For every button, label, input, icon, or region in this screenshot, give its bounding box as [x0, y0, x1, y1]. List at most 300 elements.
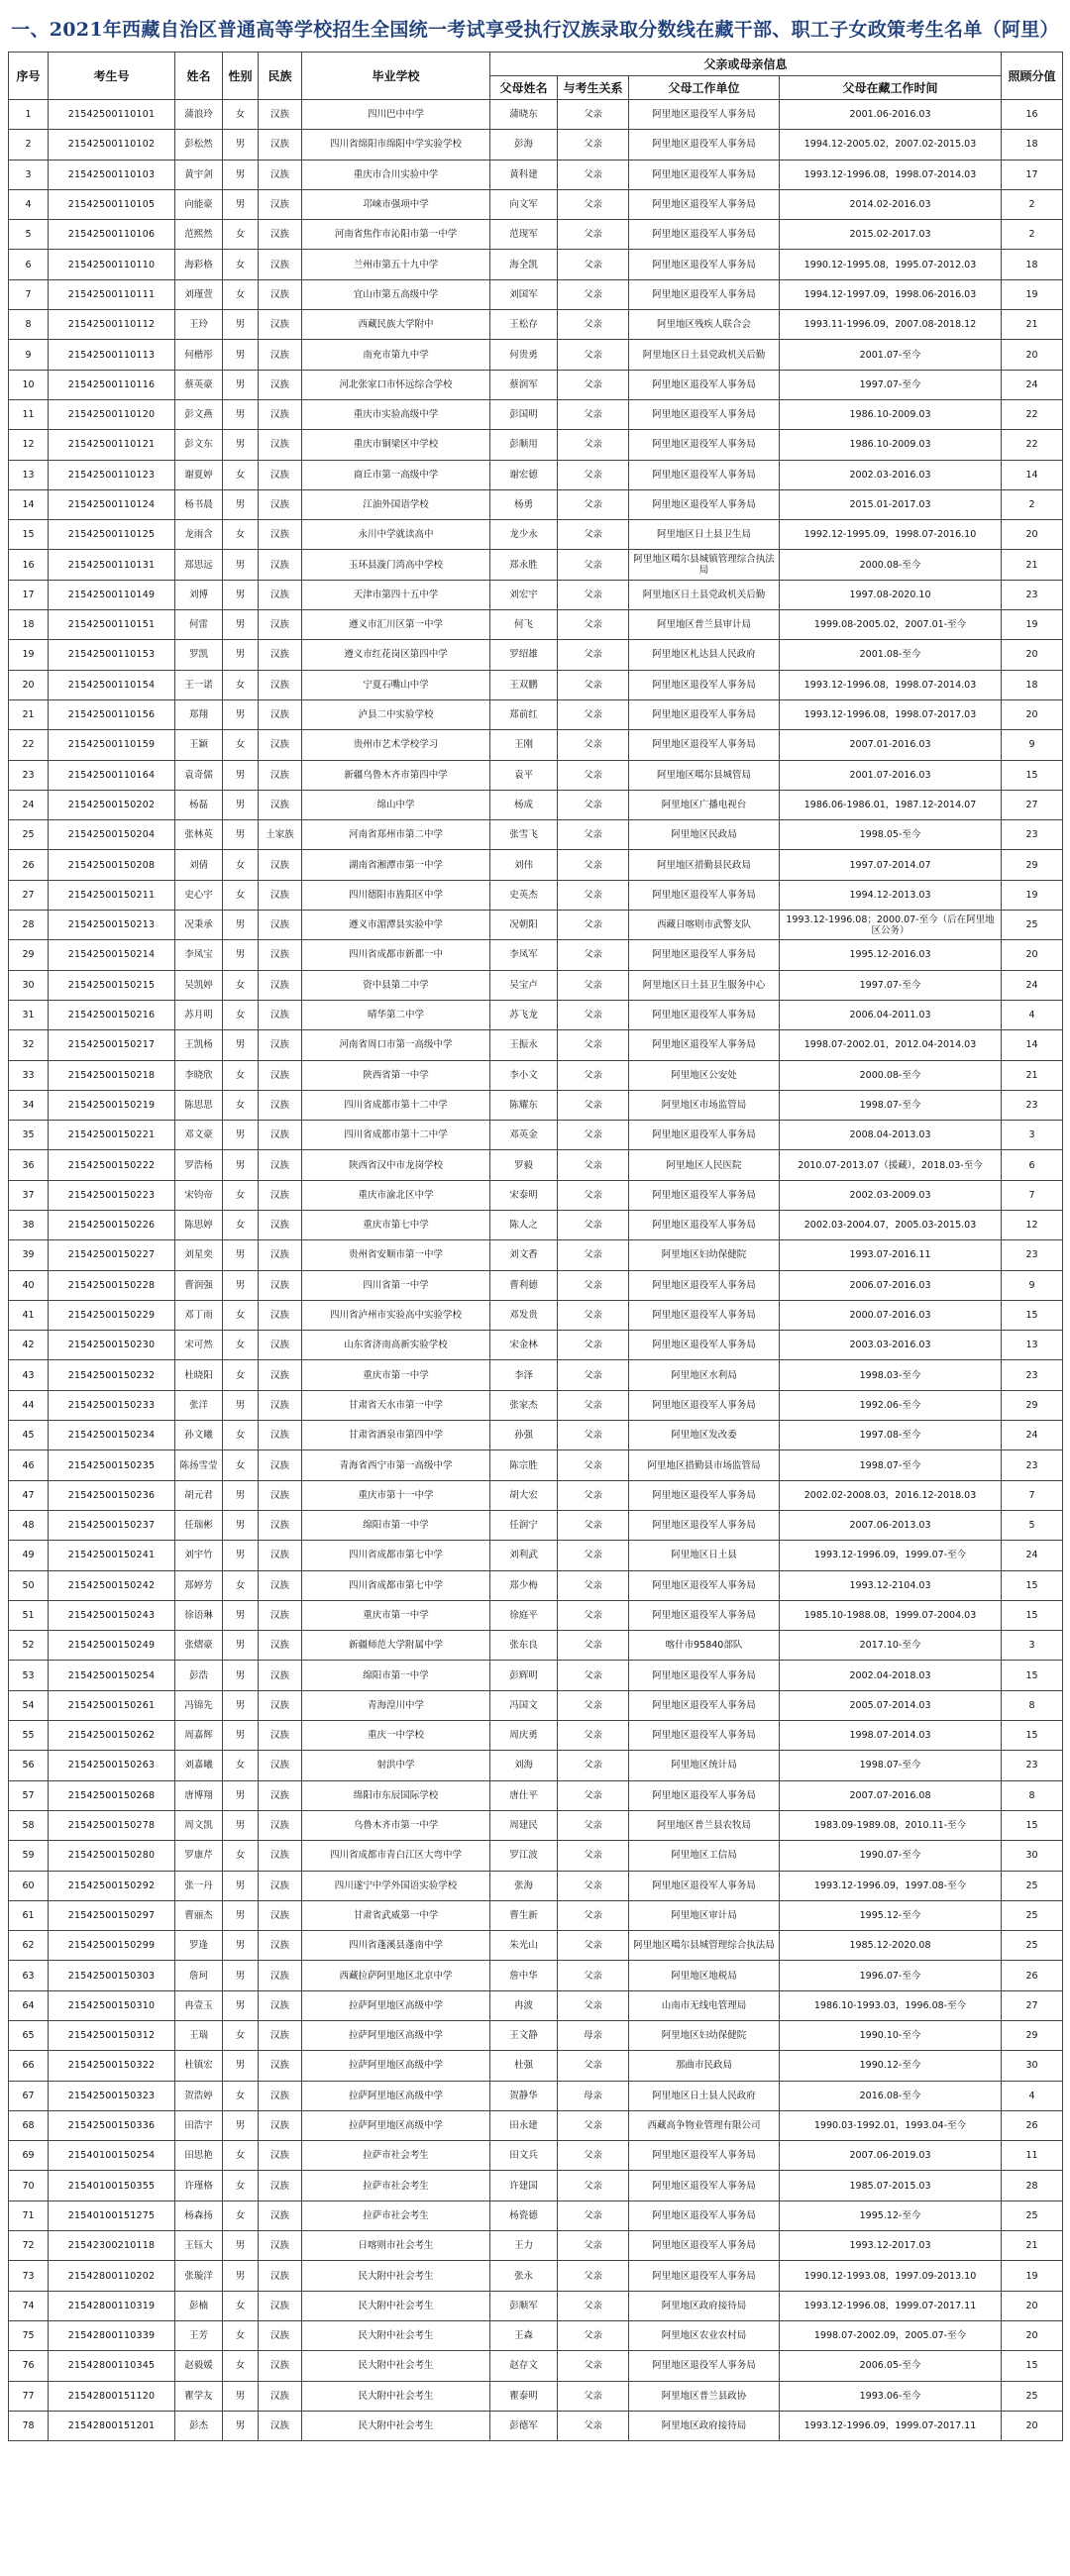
- cell-ethnicity: 汉族: [259, 1810, 302, 1840]
- cell-relation: 父亲: [558, 130, 629, 160]
- cell-score: 19: [1002, 279, 1063, 309]
- cell-score: 26: [1002, 2110, 1063, 2140]
- cell-parent-name: 苏飞龙: [490, 1000, 558, 1029]
- cell-exam-no: 21542500110101: [49, 100, 175, 130]
- cell-score: 11: [1002, 2141, 1063, 2171]
- cell-parent-name: 张雪飞: [490, 820, 558, 850]
- cell-exam-no: 21542500110110: [49, 250, 175, 279]
- table-row: [9, 730, 1063, 760]
- cell-work-unit: 阿里地区统计局: [629, 1751, 780, 1780]
- cell-work-time: 1998.05-至今: [780, 820, 1002, 850]
- cell-gender: 女: [223, 2200, 259, 2230]
- cell-seq: 56: [9, 1751, 49, 1780]
- cell-ethnicity: 汉族: [259, 670, 302, 699]
- cell-name: 谢夏婷: [175, 460, 223, 489]
- header-name: 姓名: [175, 53, 223, 100]
- cell-seq: 53: [9, 1661, 49, 1690]
- cell-ethnicity: 汉族: [259, 2291, 302, 2320]
- cell-relation: 父亲: [558, 1810, 629, 1840]
- cell-exam-no: 21542500150249: [49, 1631, 175, 1661]
- cell-name: 何楷彤: [175, 340, 223, 370]
- cell-exam-no: 21542500150228: [49, 1270, 175, 1300]
- cell-school: 四川省成都市第十二中学: [302, 1090, 490, 1120]
- cell-work-unit: 阿里地区日土县卫生服务中心: [629, 970, 780, 1000]
- cell-name: 彭楠: [175, 2291, 223, 2320]
- cell-gender: 男: [223, 940, 259, 970]
- cell-parent-name: 杜强: [490, 2051, 558, 2081]
- cell-work-unit: 阿里地区工信局: [629, 1841, 780, 1871]
- cell-work-time: 2002.03-2004.07，2005.03-2015.03: [780, 1210, 1002, 1239]
- cell-name: 詹珂: [175, 1961, 223, 1990]
- cell-ethnicity: 汉族: [259, 2351, 302, 2381]
- cell-parent-name: 罗毅: [490, 1150, 558, 1180]
- cell-relation: 父亲: [558, 1000, 629, 1029]
- cell-relation: 父亲: [558, 1841, 629, 1871]
- cell-work-unit: 阿里地区人民医院: [629, 1150, 780, 1180]
- cell-work-time: 1985.12-2020.08: [780, 1931, 1002, 1961]
- cell-ethnicity: 汉族: [259, 2411, 302, 2440]
- cell-name: 杜镇宏: [175, 2051, 223, 2081]
- cell-relation: 父亲: [558, 580, 629, 609]
- cell-school: 日喀则市社会考生: [302, 2231, 490, 2261]
- cell-gender: 女: [223, 1360, 259, 1390]
- cell-score: 21: [1002, 310, 1063, 340]
- cell-score: 25: [1002, 1931, 1063, 1961]
- cell-relation: 父亲: [558, 2231, 629, 2261]
- table-row: [9, 2110, 1063, 2140]
- cell-school: 甘肃省酒泉市第四中学: [302, 1421, 490, 1450]
- cell-work-time: 2001.06-2016.03: [780, 100, 1002, 130]
- cell-relation: 父亲: [558, 1060, 629, 1090]
- cell-work-time: 1993.12-2017.03: [780, 2231, 1002, 2261]
- table-row: [9, 820, 1063, 850]
- table-row: [9, 550, 1063, 580]
- cell-score: 22: [1002, 430, 1063, 460]
- cell-work-unit: 阿里地区退役军人事务局: [629, 160, 780, 189]
- table-row: [9, 1360, 1063, 1390]
- cell-parent-name: 赵存文: [490, 2351, 558, 2381]
- cell-score: 2: [1002, 489, 1063, 519]
- cell-school: 贵州省安顺市第一中学: [302, 1240, 490, 1270]
- cell-score: 18: [1002, 250, 1063, 279]
- cell-name: 曹丽杰: [175, 1900, 223, 1930]
- cell-relation: 父亲: [558, 1751, 629, 1780]
- cell-work-time: 1998.07-2002.01，2012.04-2014.03: [780, 1030, 1002, 1060]
- cell-gender: 男: [223, 1631, 259, 1661]
- cell-gender: 女: [223, 2021, 259, 2051]
- cell-ethnicity: 汉族: [259, 1931, 302, 1961]
- cell-seq: 78: [9, 2411, 49, 2440]
- cell-work-time: 1994.12-2005.02，2007.02-2015.03: [780, 130, 1002, 160]
- cell-ethnicity: 汉族: [259, 1990, 302, 2020]
- cell-ethnicity: 汉族: [259, 2320, 302, 2350]
- cell-score: 23: [1002, 580, 1063, 609]
- cell-ethnicity: 汉族: [259, 911, 302, 940]
- cell-school: 山东省济南高新实验学校: [302, 1331, 490, 1360]
- table-row: [9, 2051, 1063, 2081]
- cell-parent-name: 杨勇: [490, 489, 558, 519]
- cell-work-unit: 阿里地区退役军人事务局: [629, 730, 780, 760]
- cell-score: 27: [1002, 790, 1063, 819]
- cell-seq: 40: [9, 1270, 49, 1300]
- cell-parent-name: 王森: [490, 2320, 558, 2350]
- cell-name: 李晓欣: [175, 1060, 223, 1090]
- cell-score: 23: [1002, 820, 1063, 850]
- cell-school: 商丘市第一高级中学: [302, 460, 490, 489]
- cell-relation: 父亲: [558, 2351, 629, 2381]
- cell-work-time: 1993.12-1996.08；2000.07-至今（后在阿里地区公务）: [780, 911, 1002, 940]
- cell-work-unit: 阿里地区退役军人事务局: [629, 1690, 780, 1720]
- cell-parent-name: 刘文香: [490, 1240, 558, 1270]
- cell-gender: 男: [223, 370, 259, 399]
- cell-ethnicity: 汉族: [259, 489, 302, 519]
- cell-ethnicity: 汉族: [259, 1780, 302, 1810]
- cell-school: 民大附中社会考生: [302, 2261, 490, 2291]
- cell-parent-name: 王文静: [490, 2021, 558, 2051]
- cell-name: 李凤宝: [175, 940, 223, 970]
- cell-work-time: 1986.06-1986.01，1987.12-2014.07: [780, 790, 1002, 819]
- table-row: [9, 279, 1063, 309]
- cell-name: 范熙然: [175, 220, 223, 250]
- cell-work-time: 2016.08-至今: [780, 2081, 1002, 2110]
- cell-ethnicity: 汉族: [259, 610, 302, 640]
- cell-gender: 女: [223, 1210, 259, 1239]
- cell-score: 26: [1002, 1961, 1063, 1990]
- cell-seq: 49: [9, 1541, 49, 1570]
- cell-seq: 44: [9, 1390, 49, 1420]
- cell-seq: 13: [9, 460, 49, 489]
- cell-exam-no: 21542500150263: [49, 1751, 175, 1780]
- cell-school: 贵州市艺术学校学习: [302, 730, 490, 760]
- cell-parent-name: 罗绍雄: [490, 640, 558, 670]
- cell-parent-name: 刘宏宇: [490, 580, 558, 609]
- cell-parent-name: 杨瓷德: [490, 2200, 558, 2230]
- cell-work-time: 1998.03-至今: [780, 1360, 1002, 1390]
- table-row: [9, 850, 1063, 880]
- cell-work-time: 2007.06-2019.03: [780, 2141, 1002, 2171]
- cell-relation: 父亲: [558, 850, 629, 880]
- cell-exam-no: 21542500150292: [49, 1871, 175, 1900]
- cell-exam-no: 21542500150280: [49, 1841, 175, 1871]
- cell-work-time: 1997.08-至今: [780, 1421, 1002, 1450]
- cell-relation: 父亲: [558, 820, 629, 850]
- cell-exam-no: 21542500150202: [49, 790, 175, 819]
- cell-ethnicity: 汉族: [259, 699, 302, 729]
- cell-gender: 女: [223, 520, 259, 550]
- cell-school: 绵阳市第一中学: [302, 1661, 490, 1690]
- cell-school: 新疆乌鲁木齐市第四中学: [302, 760, 490, 790]
- cell-parent-name: 孙强: [490, 1421, 558, 1450]
- table-row: [9, 640, 1063, 670]
- cell-work-time: 2000.08-至今: [780, 550, 1002, 580]
- cell-name: 周嘉辉: [175, 1721, 223, 1751]
- cell-gender: 女: [223, 970, 259, 1000]
- cell-ethnicity: 汉族: [259, 1360, 302, 1390]
- cell-exam-no: 21542500150229: [49, 1300, 175, 1330]
- cell-relation: 父亲: [558, 1331, 629, 1360]
- cell-exam-no: 21542500110116: [49, 370, 175, 399]
- cell-ethnicity: 汉族: [259, 430, 302, 460]
- cell-gender: 男: [223, 310, 259, 340]
- cell-parent-name: 况朝阳: [490, 911, 558, 940]
- cell-seq: 72: [9, 2231, 49, 2261]
- cell-score: 3: [1002, 1631, 1063, 1661]
- cell-gender: 女: [223, 730, 259, 760]
- cell-seq: 39: [9, 1240, 49, 1270]
- cell-gender: 男: [223, 2411, 259, 2440]
- cell-seq: 25: [9, 820, 49, 850]
- cell-score: 9: [1002, 1270, 1063, 1300]
- cell-parent-name: 宋泰明: [490, 1180, 558, 1210]
- cell-relation: 父亲: [558, 370, 629, 399]
- cell-relation: 父亲: [558, 760, 629, 790]
- cell-school: 四川省泸州市实验高中实验学校: [302, 1300, 490, 1330]
- cell-parent-name: 彭顺军: [490, 2291, 558, 2320]
- cell-relation: 父亲: [558, 550, 629, 580]
- cell-ethnicity: 汉族: [259, 1121, 302, 1150]
- header-parent-group: 父亲或母亲信息: [490, 53, 1002, 76]
- cell-exam-no: 21542500150232: [49, 1360, 175, 1390]
- cell-score: 23: [1002, 1090, 1063, 1120]
- header-work-unit: 父母工作单位: [629, 76, 780, 100]
- cell-gender: 女: [223, 100, 259, 130]
- cell-work-time: 2006.04-2011.03: [780, 1000, 1002, 1029]
- cell-parent-name: 张家杰: [490, 1390, 558, 1420]
- cell-work-unit: 阿里地区发改委: [629, 1421, 780, 1450]
- cell-parent-name: 刘利武: [490, 1541, 558, 1570]
- cell-exam-no: 21542500150268: [49, 1780, 175, 1810]
- cell-parent-name: 郑少梅: [490, 1570, 558, 1600]
- cell-name: 王芳: [175, 2320, 223, 2350]
- cell-school: 民大附中社会考生: [302, 2411, 490, 2440]
- cell-relation: 父亲: [558, 1300, 629, 1330]
- cell-seq: 69: [9, 2141, 49, 2171]
- cell-name: 刘倩: [175, 850, 223, 880]
- document-title: 一、2021年西藏自治区普通高等学校招生全国统一考试享受执行汉族录取分数线在藏干部、职工子女政策考生名单（阿里）: [11, 19, 1059, 41]
- cell-work-unit: 阿里地区退役军人事务局: [629, 1300, 780, 1330]
- cell-score: 20: [1002, 2411, 1063, 2440]
- table-row: [9, 220, 1063, 250]
- cell-name: 彭松然: [175, 130, 223, 160]
- cell-name: 王钰大: [175, 2231, 223, 2261]
- cell-ethnicity: 汉族: [259, 790, 302, 819]
- cell-school: 陕西省第一中学: [302, 1060, 490, 1090]
- cell-school: 河南省郑州市第二中学: [302, 820, 490, 850]
- cell-relation: 母亲: [558, 2021, 629, 2051]
- cell-work-time: 1996.07-至今: [780, 1961, 1002, 1990]
- cell-exam-no: 21542500110113: [49, 340, 175, 370]
- cell-score: 29: [1002, 2021, 1063, 2051]
- table-row: [9, 699, 1063, 729]
- cell-ethnicity: 汉族: [259, 2381, 302, 2411]
- cell-exam-no: 21542500110111: [49, 279, 175, 309]
- cell-relation: 父亲: [558, 489, 629, 519]
- cell-relation: 父亲: [558, 2171, 629, 2200]
- cell-gender: 男: [223, 1600, 259, 1630]
- cell-ethnicity: 汉族: [259, 1390, 302, 1420]
- cell-ethnicity: 汉族: [259, 1450, 302, 1480]
- cell-parent-name: 刘国军: [490, 279, 558, 309]
- cell-score: 4: [1002, 1000, 1063, 1029]
- cell-work-time: 1985.10-1988.08，1999.07-2004.03: [780, 1600, 1002, 1630]
- cell-work-time: 1985.07-2015.03: [780, 2171, 1002, 2200]
- cell-name: 周文凯: [175, 1810, 223, 1840]
- cell-parent-name: 李泽: [490, 1360, 558, 1390]
- cell-work-unit: 阿里地区退役军人事务局: [629, 1331, 780, 1360]
- cell-work-unit: 阿里地区退役军人事务局: [629, 1030, 780, 1060]
- cell-exam-no: 21542500150222: [49, 1150, 175, 1180]
- cell-exam-no: 21542500150262: [49, 1721, 175, 1751]
- cell-exam-no: 21542500150234: [49, 1421, 175, 1450]
- cell-work-unit: 阿里地区退役军人事务局: [629, 489, 780, 519]
- cell-gender: 男: [223, 640, 259, 670]
- table-row: [9, 970, 1063, 1000]
- cell-score: 15: [1002, 1810, 1063, 1840]
- cell-gender: 男: [223, 2231, 259, 2261]
- cell-school: 永川中学就读高中: [302, 520, 490, 550]
- cell-relation: 父亲: [558, 2051, 629, 2081]
- cell-relation: 父亲: [558, 1390, 629, 1420]
- cell-work-unit: 阿里地区退役军人事务局: [629, 399, 780, 429]
- cell-name: 郑翔: [175, 699, 223, 729]
- cell-work-time: 2010.07-2013.07（援藏），2018.03-至今: [780, 1150, 1002, 1180]
- table-row: [9, 2381, 1063, 2411]
- cell-score: 14: [1002, 460, 1063, 489]
- cell-gender: 男: [223, 2051, 259, 2081]
- cell-school: 重庆市第一中学: [302, 1360, 490, 1390]
- cell-ethnicity: 汉族: [259, 1600, 302, 1630]
- cell-exam-no: 21542500110123: [49, 460, 175, 489]
- cell-work-unit: 阿里地区审计局: [629, 1900, 780, 1930]
- cell-score: 21: [1002, 550, 1063, 580]
- cell-parent-name: 宋金林: [490, 1331, 558, 1360]
- cell-parent-name: 周庆勇: [490, 1721, 558, 1751]
- cell-work-time: 2000.07-2016.03: [780, 1300, 1002, 1330]
- cell-seq: 41: [9, 1300, 49, 1330]
- cell-ethnicity: 汉族: [259, 580, 302, 609]
- cell-parent-name: 蔡润军: [490, 370, 558, 399]
- cell-gender: 女: [223, 2320, 259, 2350]
- table-row: [9, 2200, 1063, 2230]
- cell-school: 民大附中社会考生: [302, 2291, 490, 2320]
- cell-ethnicity: 汉族: [259, 160, 302, 189]
- cell-gender: 女: [223, 1180, 259, 1210]
- cell-ethnicity: 汉族: [259, 2261, 302, 2291]
- cell-school: 拉萨阿里地区高级中学: [302, 2051, 490, 2081]
- cell-score: 5: [1002, 1510, 1063, 1540]
- cell-seq: 24: [9, 790, 49, 819]
- cell-work-time: 2015.01-2017.03: [780, 489, 1002, 519]
- cell-parent-name: 范现军: [490, 220, 558, 250]
- cell-work-time: 1997.08-2020.10: [780, 580, 1002, 609]
- table-row: [9, 2081, 1063, 2110]
- cell-name: 徐语琳: [175, 1600, 223, 1630]
- cell-score: 15: [1002, 760, 1063, 790]
- cell-school: 湖南省湘潭市第一中学: [302, 850, 490, 880]
- cell-seq: 58: [9, 1810, 49, 1840]
- cell-school: 四川省成都市新都一中: [302, 940, 490, 970]
- cell-gender: 女: [223, 460, 259, 489]
- cell-parent-name: 史英杰: [490, 880, 558, 910]
- cell-name: 冉壹玉: [175, 1990, 223, 2020]
- cell-exam-no: 21542500110120: [49, 399, 175, 429]
- cell-relation: 父亲: [558, 1900, 629, 1930]
- cell-score: 25: [1002, 2200, 1063, 2230]
- cell-school: 河北张家口市怀远综合学校: [302, 370, 490, 399]
- cell-work-unit: 阿里地区退役军人事务局: [629, 189, 780, 219]
- cell-ethnicity: 汉族: [259, 2141, 302, 2171]
- cell-school: 民大附中社会考生: [302, 2381, 490, 2411]
- cell-name: 海彩格: [175, 250, 223, 279]
- cell-seq: 42: [9, 1331, 49, 1360]
- cell-school: 四川省蓬溪县蓬南中学: [302, 1931, 490, 1961]
- cell-score: 15: [1002, 1570, 1063, 1600]
- cell-school: 四川巴中中学: [302, 100, 490, 130]
- cell-ethnicity: 汉族: [259, 1721, 302, 1751]
- cell-school: 民大附中社会考生: [302, 2320, 490, 2350]
- cell-seq: 30: [9, 970, 49, 1000]
- cell-seq: 64: [9, 1990, 49, 2020]
- table-row: [9, 2411, 1063, 2440]
- cell-exam-no: 21542500150299: [49, 1931, 175, 1961]
- cell-seq: 20: [9, 670, 49, 699]
- cell-gender: 女: [223, 1000, 259, 1029]
- cell-ethnicity: 汉族: [259, 1331, 302, 1360]
- cell-work-unit: 喀什市95840部队: [629, 1631, 780, 1661]
- cell-gender: 男: [223, 430, 259, 460]
- cell-score: 18: [1002, 670, 1063, 699]
- cell-seq: 65: [9, 2021, 49, 2051]
- cell-seq: 2: [9, 130, 49, 160]
- cell-work-unit: 阿里地区日土县党政机关后勤: [629, 580, 780, 609]
- cell-school: 青海湟川中学: [302, 1690, 490, 1720]
- cell-relation: 父亲: [558, 2411, 629, 2440]
- table-row: [9, 2320, 1063, 2350]
- table-row: [9, 1060, 1063, 1090]
- cell-school: 绵阳市第一中学: [302, 1510, 490, 1540]
- cell-parent-name: 刘海: [490, 1751, 558, 1780]
- cell-exam-no: 21542300210118: [49, 2231, 175, 2261]
- cell-school: 西藏民族大学附中: [302, 310, 490, 340]
- cell-work-time: 1990.07-至今: [780, 1841, 1002, 1871]
- cell-exam-no: 21542500150218: [49, 1060, 175, 1090]
- cell-seq: 45: [9, 1421, 49, 1450]
- header-seq: 序号: [9, 53, 49, 100]
- cell-work-time: 2015.02-2017.03: [780, 220, 1002, 250]
- cell-parent-name: 张永: [490, 2261, 558, 2291]
- cell-school: 甘肃省武威第一中学: [302, 1900, 490, 1930]
- cell-ethnicity: 汉族: [259, 2231, 302, 2261]
- table-row: [9, 310, 1063, 340]
- cell-exam-no: 21542500150217: [49, 1030, 175, 1060]
- cell-work-unit: 阿里地区退役军人事务局: [629, 2171, 780, 2200]
- cell-relation: 父亲: [558, 1030, 629, 1060]
- table-row: [9, 1000, 1063, 1029]
- cell-gender: 女: [223, 1060, 259, 1090]
- cell-score: 21: [1002, 1060, 1063, 1090]
- cell-score: 4: [1002, 2081, 1063, 2110]
- cell-parent-name: 冯国文: [490, 1690, 558, 1720]
- cell-school: 晴华第二中学: [302, 1000, 490, 1029]
- cell-parent-name: 海全凯: [490, 250, 558, 279]
- cell-work-unit: 阿里地区退役军人事务局: [629, 1661, 780, 1690]
- cell-relation: 父亲: [558, 1150, 629, 1180]
- table-row: [9, 340, 1063, 370]
- cell-gender: 男: [223, 911, 259, 940]
- cell-gender: 女: [223, 1331, 259, 1360]
- cell-parent-name: 邓英金: [490, 1121, 558, 1150]
- cell-seq: 61: [9, 1900, 49, 1930]
